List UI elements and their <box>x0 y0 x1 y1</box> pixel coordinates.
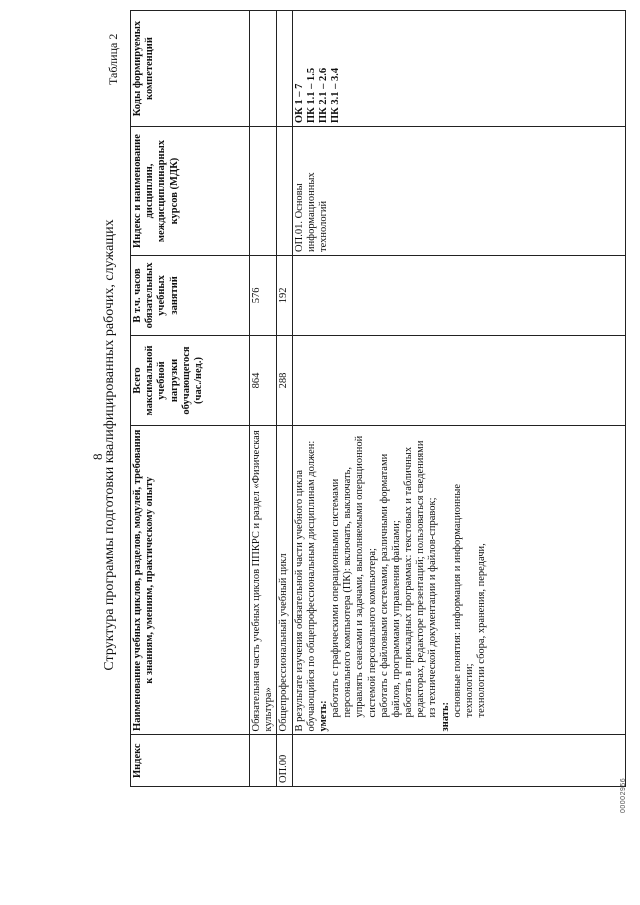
competency-code: ОК 1 – 7 <box>293 83 305 124</box>
table-row-obligatory <box>250 11 277 787</box>
cell-codes <box>250 11 277 127</box>
table-header-row <box>131 11 250 787</box>
competency-code: ПК 2.1 – 2.6 <box>317 67 329 124</box>
curriculum-table <box>130 10 626 787</box>
umet-label: уметь: <box>317 700 329 732</box>
cell-index: ОП.00 <box>277 735 292 787</box>
header-name: Наименование учебных циклов, разделов, модулей, требования к знаниям, умениям, практическому опыту <box>131 426 250 735</box>
document-stamp: 00002956 <box>620 777 627 813</box>
cell-codes <box>277 11 292 127</box>
cell-name: Общепрофессиональный учебный цикл <box>277 426 292 735</box>
umet-item: работать с графическими операционными системами персонального компьютера (ПК): включать, выключать, управлять сеансами и задачами, выполняемыми операционной системой персонального компьютера; <box>330 435 378 718</box>
cell-codes <box>292 11 625 127</box>
header-obligatory: В т.ч. часов обязательных учебных занятий <box>131 255 250 335</box>
cell-index <box>292 735 625 787</box>
table-row-op-cycle <box>277 11 292 787</box>
competency-code: ПК 1.1 – 1.5 <box>305 67 317 124</box>
znat-item: основные понятия: информация и информационные технологии; <box>451 483 475 718</box>
cell-obligatory: 192 <box>277 255 292 335</box>
header-total: Всего максимальной учебной нагрузки обучающегося (час./нед.) <box>131 335 250 425</box>
cell-obligatory <box>292 255 625 335</box>
cell-total: 288 <box>277 335 292 425</box>
cell-obligatory: 576 <box>250 255 277 335</box>
cell-total: 864 <box>250 335 277 425</box>
znat-item: технологии сбора, хранения, передачи, <box>476 543 488 718</box>
cell-total <box>292 335 625 425</box>
cell-name <box>292 426 625 735</box>
page-number: 8 <box>90 453 105 460</box>
document-title: Структура программы подготовки квалифицированных рабочих, служащих <box>102 219 117 671</box>
umet-item: работать в прикладных программах: текстовых и табличных редакторах, редакторе презентаций; пользоваться сведениями из технической документации и файлов-справок; <box>403 440 439 718</box>
header-codes: Коды формируемых компетенций <box>131 11 250 127</box>
header-index: Индекс <box>131 735 250 787</box>
table-row-op01 <box>292 11 625 787</box>
requirements-intro: В результате изучения обязательной части учебного цикла обучающийся по общепрофессиональным дисциплинам должен: <box>293 440 317 732</box>
competency-code: ПК 3.1 – 3.4 <box>330 67 342 124</box>
znat-label: знать: <box>439 701 451 732</box>
table-label: Таблица 2 <box>106 33 120 85</box>
cell-discipline: ОП.01. Основы информационных технологий <box>292 127 625 256</box>
cell-index <box>250 735 277 787</box>
header-discipline: Индекс и наименование дисциплин, междисциплинарных курсов (МДК) <box>131 127 250 256</box>
cell-discipline <box>250 127 277 256</box>
cell-name: Обязательная часть учебных циклов ППКРС и раздел «Физическая культура» <box>250 426 277 735</box>
cell-discipline <box>277 127 292 256</box>
umet-item: работать с файловыми системами, различными форматами файлов, программами управления файлами; <box>378 453 402 718</box>
